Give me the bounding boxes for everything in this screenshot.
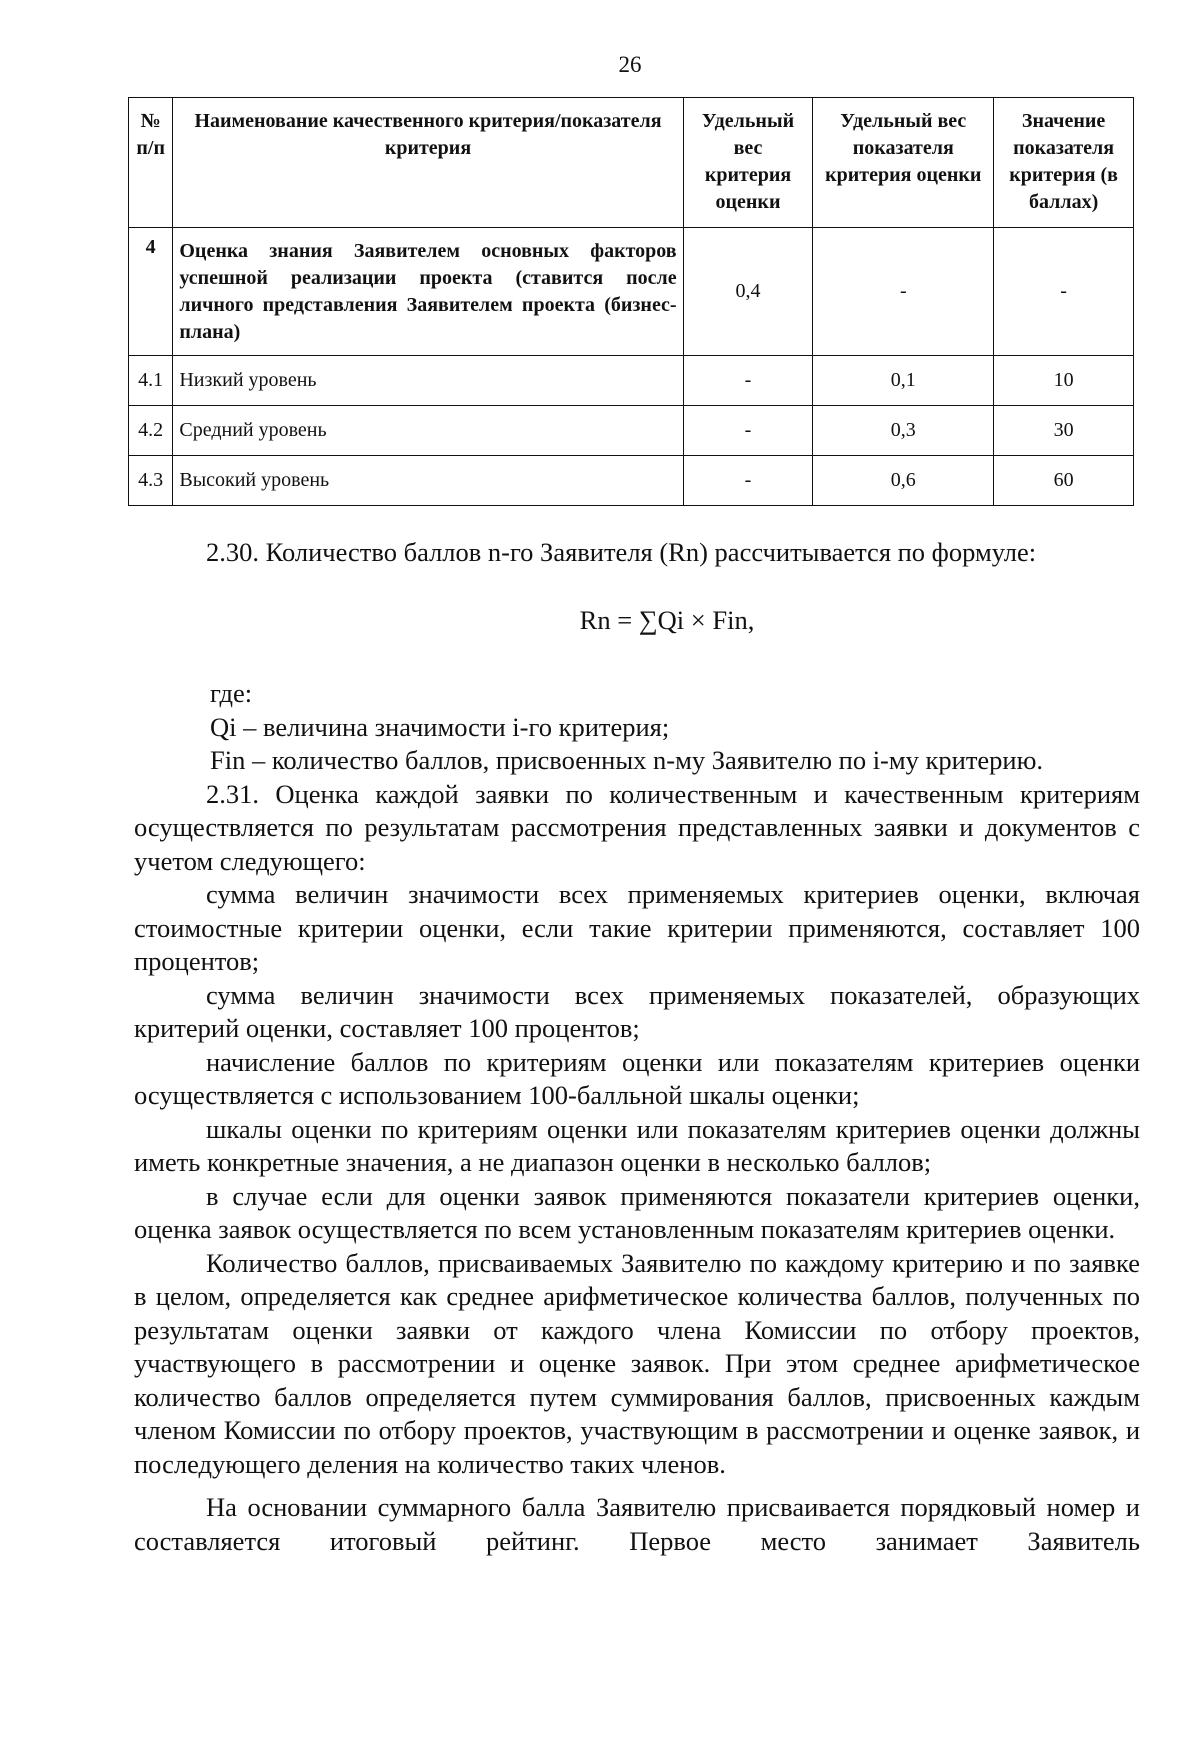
cell-number: 4.2 <box>129 406 173 456</box>
formula: Rn = ∑Qi × Fin, <box>579 604 755 635</box>
list-item: шкалы оценки по критериям оценки или показателям критериев оценки должны иметь конкретные значения, а не диапазон оценки в несколько баллов; <box>134 1113 1140 1177</box>
cell-criterion-weight: - <box>683 406 813 456</box>
cell-criterion-weight: - <box>683 356 813 406</box>
cell-criterion-weight: - <box>683 456 813 506</box>
table-row <box>129 356 1134 406</box>
list-item: сумма величин значимости всех применяемых критериев оценки, включая стоимостные критерии оценки, если такие критерии применяются, составляет 100 процентов; <box>134 879 1140 976</box>
cell-number: 4.3 <box>129 456 173 506</box>
definition-qi: Qi – величина значимости i-го критерия; <box>210 711 670 742</box>
definition-fin: Fin – количество баллов, присвоенных n-му Заявителю по i-му критерию. <box>210 745 1044 775</box>
cell-indicator-weight: 0,1 <box>813 356 994 406</box>
cell-indicator-score: 30 <box>994 406 1134 456</box>
cell-indicator-weight: 0,6 <box>813 456 994 506</box>
table-row-criterion <box>129 228 1134 356</box>
cell-number: 4.1 <box>129 356 173 406</box>
cell-indicator-score: - <box>994 228 1134 356</box>
paragraph-score-calculation: Количество баллов, присваиваемых Заявителю по каждому критерию и по заявке в целом, определяется как среднее арифметическое количества баллов, полученных по результатам оценки заявки от каждого члена Комиссии по отбору проектов, участвующего в рассмотрении и оценке заявок. При этом среднее арифметическое количество баллов определяется путем суммирования баллов, присвоенных каждым членом Комиссии по отбору проектов, участвующим в рассмотрении и оценке заявок, и последующего деления на количество таких членов. <box>134 1247 1140 1479</box>
cell-number: 4 <box>129 228 173 356</box>
header-number: № п/п <box>129 98 173 228</box>
paragraph-rating: На основании суммарного балла Заявителю присваивается порядковый номер и составляется итоговый рейтинг. Первое место занимает Заявитель <box>134 1492 1140 1556</box>
header-criterion-name: Наименование качественного критерия/показателя критерия <box>173 98 683 228</box>
cell-indicator-name: Средний уровень <box>173 406 683 456</box>
paragraph-2-30: 2.30. Количество баллов n-го Заявителя (Rn) рассчитывается по формуле: <box>206 537 1037 567</box>
page-number: 26 <box>618 52 642 77</box>
table-header-row <box>129 98 1134 228</box>
list-item: начисление баллов по критериям оценки или показателям критериев оценки осуществляется с использованием 100-балльной шкалы оценки; <box>134 1046 1140 1110</box>
criteria-table <box>128 97 1134 506</box>
cell-indicator-name: Высокий уровень <box>173 456 683 506</box>
list-item: сумма величин значимости всех применяемых показателей, образующих критерий оценки, составляет 100 процентов; <box>134 979 1140 1043</box>
document-body <box>134 536 1140 1558</box>
cell-criterion-weight: 0,4 <box>683 228 813 356</box>
header-indicator-weight: Удельный вес показателя критерия оценки <box>813 98 994 228</box>
cell-indicator-weight: - <box>813 228 994 356</box>
header-criterion-weight: Удельный вес критерия оценки <box>683 98 813 228</box>
cell-criterion-name: Оценка знания Заявителем основных факторов успешной реализации проекта (ставится после личного представления Заявителем проекта (бизнес-плана) <box>173 228 683 356</box>
cell-indicator-name: Низкий уровень <box>173 356 683 406</box>
table-row <box>129 406 1134 456</box>
table-row <box>129 456 1134 506</box>
header-indicator-score: Значение показателя критерия (в баллах) <box>994 98 1134 228</box>
list-item: в случае если для оценки заявок применяются показатели критериев оценки, оценка заявок осуществляется по всем установленным показателям критериев оценки. <box>134 1180 1140 1244</box>
cell-indicator-score: 60 <box>994 456 1134 506</box>
cell-indicator-weight: 0,3 <box>813 406 994 456</box>
paragraph-2-31: 2.31. Оценка каждой заявки по количественным и качественным критериям осуществляется по результатам рассмотрения представленных заявки и документов с учетом следующего: <box>134 778 1140 876</box>
where-label: где: <box>210 678 253 708</box>
cell-indicator-score: 10 <box>994 356 1134 406</box>
